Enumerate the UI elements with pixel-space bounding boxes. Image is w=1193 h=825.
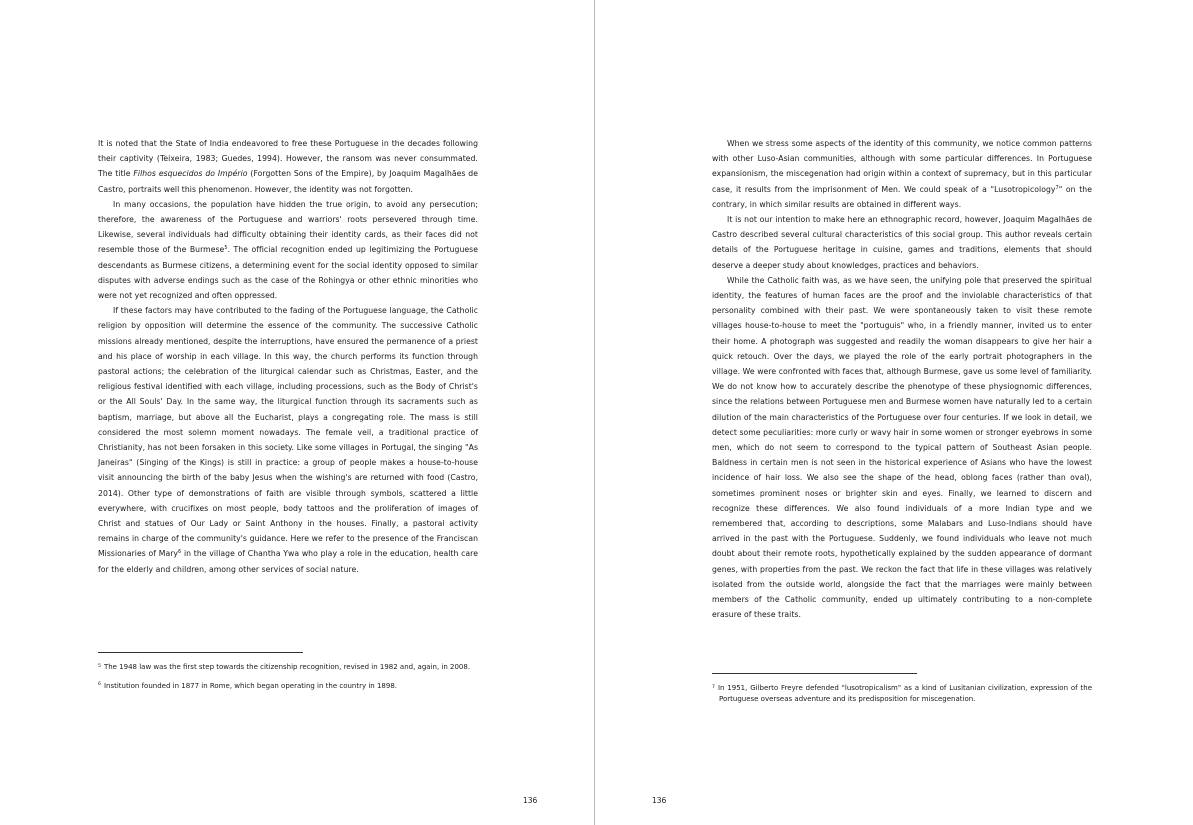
right-footnotes [712,673,1092,712]
footnote [98,681,478,692]
paragraph [712,212,1092,273]
page-gutter-divider [594,0,595,825]
footnote-reference[interactable]: 6 [178,549,182,556]
paragraph [98,197,478,303]
footnote-divider [712,673,917,674]
page-number: 136 [652,796,667,805]
right-page-body [712,136,1092,623]
footnote-text: In 1951, Gilberto Freyre defended "lusotropicalism" as a kind of Lusitanian civilization, expression of the Portuguese overseas adventure and its predisposition for miscegenation. [717,684,1092,703]
footnote-reference[interactable]: 5 [224,245,228,252]
footnote-divider [98,652,303,653]
paragraph-text: While the Catholic faith was, as we have seen, the unifying pole that preserved the spiritual identity, the features of human faces are the proof and the inviolable characteristics of that personality combined with their past. We were spontaneously taken to visit these remote villages house-to-house to meet the "portuguis" who, in a friendly manner, invited us to enter their home. A photograph was suggested and readily the woman disappears to give her hair a quick retouch. Over the days, we played the role of the early portrait photographers in the village. We were confronted with faces that, although Burmese, gave us some level of familiarity. We do not know how to accurately describe the phenotype of these physiognomic differences, since the relations between Portuguese men and Burmese women have naturally led to a certain dilution of the main characteristics of the Portuguese over four centuries. If we look in detail, we detect some peculiarities: more curly or wavy hair in some women or stronger eyebrows in some men, which do not seem to correspond to the typical pattern of Southeast Asian people. Baldness in certain men is not seen in the historical experience of Asians who have the lowest incidence of hair loss. We also see the shape of the head, oblong faces (rather than oval), sometimes prominent noses or brighter skin and eyes. Finally, we learned to discern and recognize these differences. We also found individuals of a more Indian type and we remembered that, according to descriptions, some Malabars and Luso-Indians should have arrived in the past with the Portuguese. Suddenly, we found individuals who leave not much doubt about their remote roots, hypothetically explained by the sudden appearance of dormant genes, with properties from the past. We reckon the fact that life in these villages was relatively isolated from the outside world, alongside the fact that the marriages were mainly between members of the Catholic community, ended up ultimately contributing to a non-complete erasure of these traits. [712,275,1092,620]
right-page [596,0,1193,825]
footnote [712,683,1092,704]
footnote-text: The 1948 law was the first step towards the citizenship recognition, revised in 1982 and, again, in 2008. [103,663,471,671]
paragraph [712,136,1092,212]
footnote-mark: 5 [98,663,101,669]
left-page-body [98,136,478,577]
left-footnotes [98,652,478,699]
paragraph-text: . The official recognition ended up legitimizing the Portuguese descendants as Burmese citizens, a determining event for the social identity opposed to similar disputes with adverse endings such as the case of the Rohingya or other ethnic minorities who were not yet recognized and often oppressed. [98,245,479,301]
paragraph-text: " on the contrary, in which similar results are obtained in different ways. [712,184,1092,209]
footnote-text: Institution founded in 1877 in Rome, which began operating in the country in 1898. [103,681,398,690]
footnote-mark: 7 [712,684,715,690]
left-page [0,0,594,825]
paragraph [98,136,478,197]
book-title-italic: Filhos esquecidos do Império [133,169,248,179]
paragraph [712,273,1092,623]
paragraph-text: in the village of Chantha Ywa who play a role in the education, health care for the elderly and children, among other services of social nature. [98,549,478,574]
page-number: 136 [523,796,538,805]
paragraph [98,303,478,577]
paragraph-text: If these factors may have contributed to the fading of the Portuguese language, the Catholic religion by opposition will determine the essence of the community. The successive Catholic missions already mentioned, despite the interruptions, have ensured the permanence of a priest and his place of worship in each village. In this way, the church performs its function through pastoral actions; the celebration of the liturgical calendar such as Christmas, Easter, and the religious festival identified with each village, including processions, such as the Body of Christ's or the All Souls' Day. In the same way, the liturgical function through its sacraments such as baptism, marriage, but above all the Eucharist, plays a congregating role. The mass is still considered the most solemn moment nowadays. The female veil, a traditional practice of Christianity, has not been forsaken in this society. Like some villages in Portugal, the singing "As Janeiras" (Singing of the Kings) is still in practice: a group of people makes a house-to-house visit announcing the birth of the baby Jesus when the wishing's are returned with food (Castro, 2014). Other type of demonstrations of faith are visible through symbols, scattered a little everywhere, with crucifixes on most people, body tattoos and the proliferation of images of Christ and statues of Our Lady or Saint Anthony in the houses. Finally, a pastoral activity remains in charge of the community's guidance. Here we refer to the presence of the Franciscan Missionaries of Mary [98,306,478,559]
footnote-mark: 6 [98,682,101,688]
paragraph-text: In many occasions, the population have hidden the true origin, to avoid any persecution; therefore, the awareness of the Portuguese and warriors' roots persevered through time. Likewise, several individuals had difficulty obtaining their identity cards, as their faces did not resemble those of the Burmese [98,199,478,255]
paragraph-text: It is noted that the State of India endeavored to free these Portuguese in the decades following their captivity (Teixeira, 1983; Guedes, 1994). However, the ransom was never consummated. The title [98,139,478,179]
paragraph-text: (Forgotten Sons of the Empire), by Joaquim Magalhães de Castro, portraits well this phenomenon. However, the identity was not forgotten. [98,169,479,194]
paragraph-text: When we stress some aspects of the identity of this community, we notice common patterns with other Luso-Asian communities, although with some particular differences. In Portuguese expansionism, the miscegenation had origin within a context of supremacy, but in this particular case, it results from the imprisonment of Men. We could speak of a "Lusotropicology [712,139,1092,194]
footnote-reference[interactable]: 7 [1055,184,1059,191]
paragraph-text: It is not our intention to make here an ethnographic record, however, Joaquim Magalhães de Castro described several cultural characteristics of this social group. This author reveals certain details of the Portuguese heritage in cuisine, games and traditions, elements that should deserve a deeper study about knowledges, practices and behaviors. [712,215,1092,270]
footnote [98,662,478,673]
